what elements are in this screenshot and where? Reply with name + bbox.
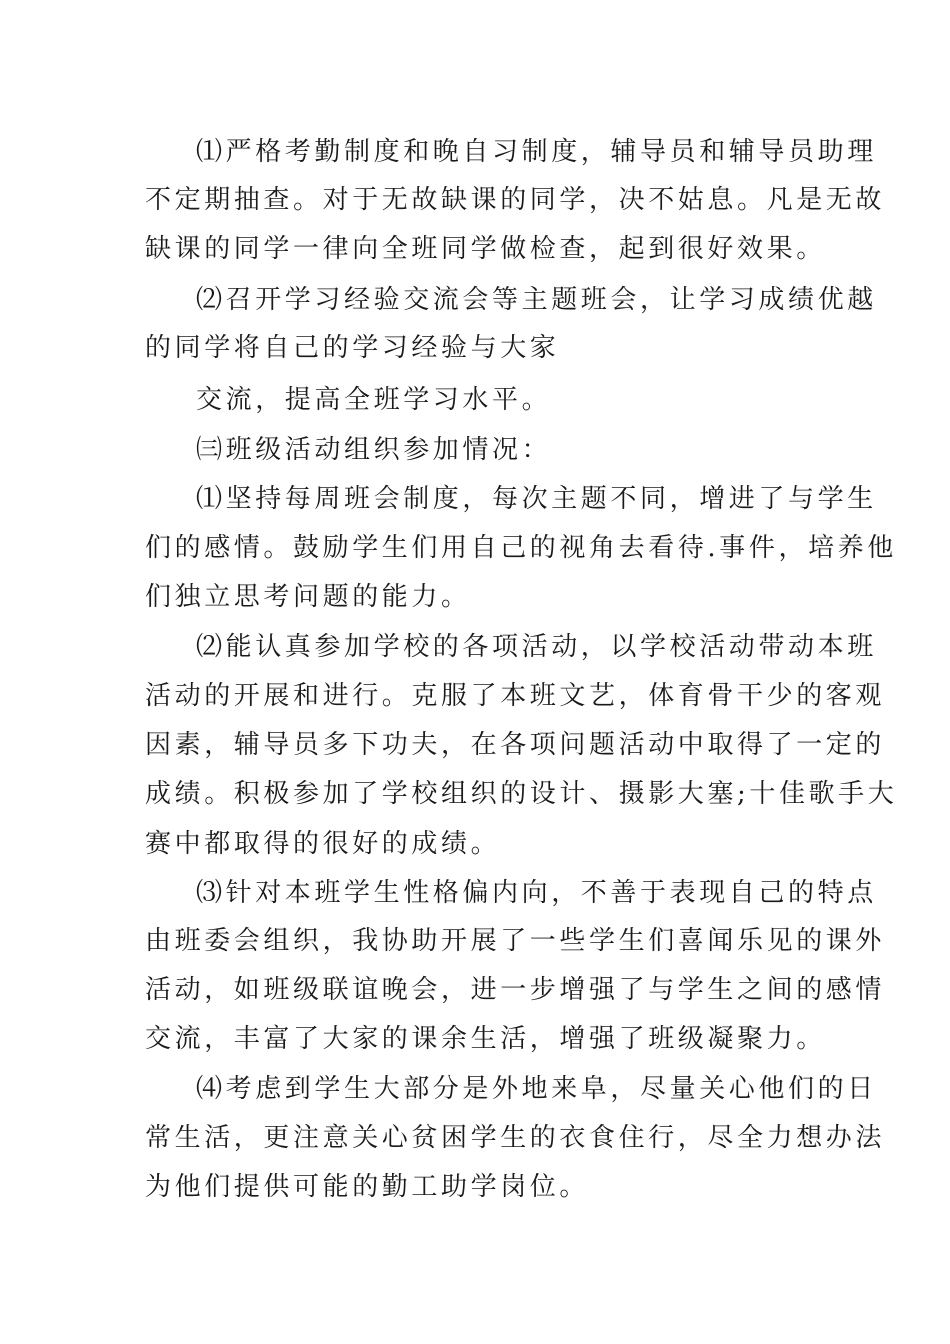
text-line: ⑵能认真参加学校的各项活动，以学校活动带动本班 <box>196 632 877 662</box>
text-line: 们的感情。鼓励学生们用自己的视角去看待.事件，培养他 <box>145 533 897 563</box>
text-line: 由班委会组织，我协助开展了一些学生们喜闻乐见的课外 <box>145 926 886 956</box>
text-line: 缺课的同学一律向全班同学做检查，起到很好效果。 <box>145 234 826 264</box>
text-line: ⑷考虑到学生大部分是外地来阜，尽量关心他们的日 <box>196 1074 877 1104</box>
text-line: 为他们提供可能的勤工助学岗位。 <box>145 1172 590 1202</box>
text-line: 交流，丰富了大家的课余生活，增强了班级凝聚力。 <box>145 1024 826 1054</box>
text-line: ⑴严格考勤制度和晚自习制度，辅导员和辅导员助理 <box>196 137 877 167</box>
text-line: 交流，提高全班学习水平。 <box>196 385 552 415</box>
text-line: 因素，辅导员多下功夫，在各项问题活动中取得了一定的 <box>145 730 886 760</box>
text-line: 的同学将自己的学习经验与大家 <box>145 333 560 363</box>
text-line: 成绩。积极参加了学校组织的设计、摄影大塞;十佳歌手大 <box>145 779 898 809</box>
text-line: 常生活，更注意关心贫困学生的衣食住行，尽全力想办法 <box>145 1123 886 1153</box>
text-line: 们独立思考问题的能力。 <box>145 582 471 612</box>
text-line: 活动的开展和进行。克服了本班文艺，体育骨干少的客观 <box>145 681 886 711</box>
text-line: 不定期抽查。对于无故缺课的同学，决不姑息。凡是无故 <box>145 185 886 215</box>
text-line: ⑴坚持每周班会制度，每次主题不同，增进了与学生 <box>196 484 877 514</box>
text-line: ⑵召开学习经验交流会等主题班会，让学习成绩优越 <box>196 285 877 315</box>
text-line: 赛中都取得的很好的成绩。 <box>145 829 501 859</box>
text-line: 活动，如班级联谊晚会，进一步增强了与学生之间的感情 <box>145 975 886 1005</box>
section-heading: ㈢班级活动组织参加情况： <box>196 435 552 465</box>
text-line: ⑶针对本班学生性格偏内向，不善于表现自己的特点 <box>196 878 877 908</box>
